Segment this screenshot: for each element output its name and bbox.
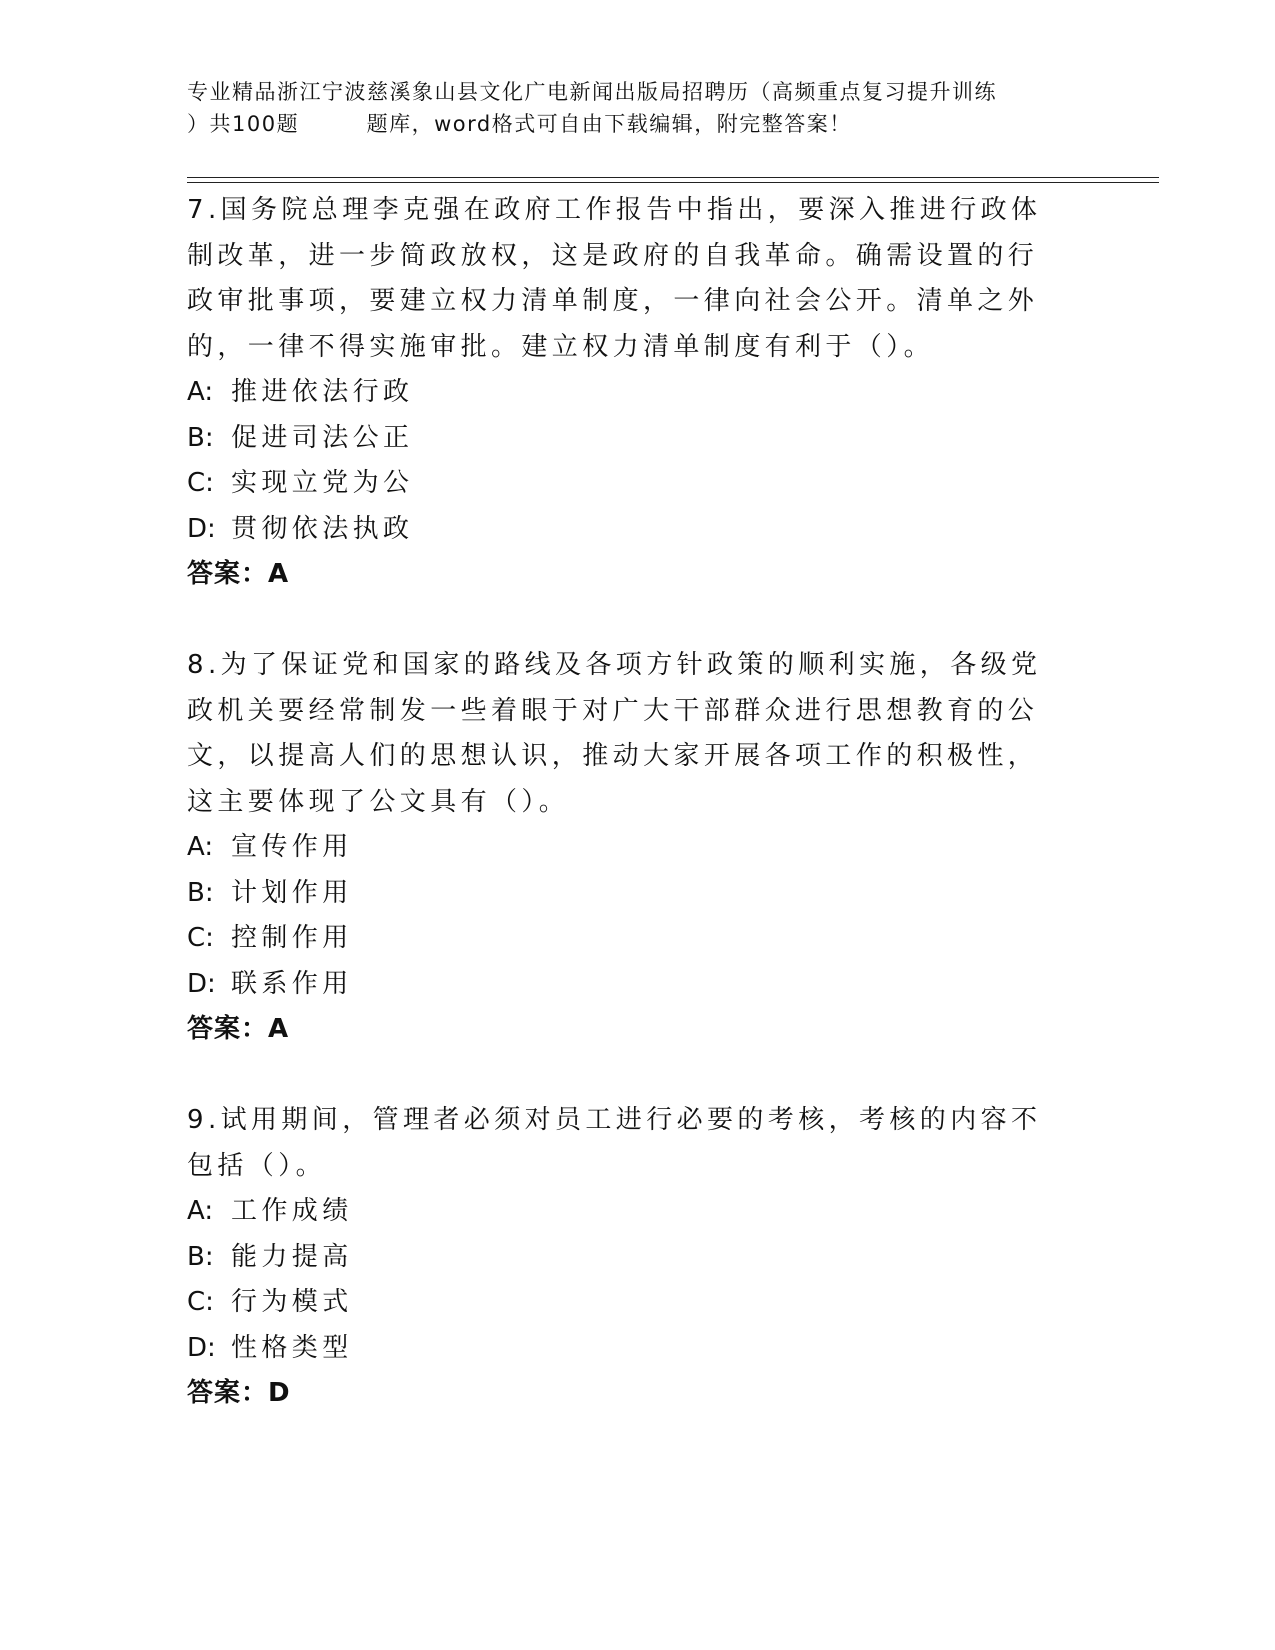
question-stem: 9.试用期间，管理者必须对员工进行必要的考核，考核的内容不包括（）。 [187, 1105, 1042, 1181]
option-letter: C: [187, 923, 214, 953]
question-stem: 8.为了保证党和国家的路线及各项方针政策的顺利实施，各级党政机关要经常制发一些着眼于对广大干部群众进行思想教育的公文，以提高人们的思想认识，推动大家开展各项工作的积极性，这主要体现了公文具有（）。 [187, 650, 1042, 817]
option-letter: C: [187, 1287, 214, 1317]
option-text: 推进依法行政 [231, 377, 414, 407]
option-text: 性格类型 [231, 1332, 353, 1363]
option-text: 宣传作用 [231, 832, 353, 862]
option-text: 贯彻依法执政 [231, 513, 414, 544]
answer-line: 答案：A [187, 1014, 290, 1044]
option-letter: B: [187, 1241, 214, 1272]
option-letter: A: [187, 377, 214, 407]
option-d [187, 507, 1067, 553]
option-letter: A: [187, 1196, 214, 1226]
option-letter: A: [187, 832, 214, 862]
header-divider-top [187, 177, 1159, 178]
option-c [187, 916, 1067, 962]
header-line-1: 专业精品浙江宁波慈溪象山县文化广电新闻出版局招聘历（高频重点复习提升训练 [187, 80, 997, 104]
header-divider-bottom [187, 182, 1159, 183]
option-letter: D: [187, 1332, 216, 1363]
option-text: 联系作用 [231, 968, 353, 999]
option-letter: D: [187, 513, 216, 544]
option-text: 实现立党为公 [231, 468, 414, 498]
option-text: 行为模式 [231, 1287, 353, 1317]
answer-line: 答案：A [187, 559, 290, 589]
option-text: 促进司法公正 [231, 422, 414, 453]
option-a [187, 370, 1067, 416]
option-text: 计划作用 [231, 877, 353, 908]
question-stem: 7.国务院总理李克强在政府工作报告中指出，要深入推进行政体制改革，进一步简政放权，这是政府的自我革命。确需设置的行政审批事项，要建立权力清单制度，一律向社会公开。清单之外的，一律不得实施审批。建立权力清单制度有利于（）。 [187, 195, 1042, 362]
option-b [187, 1235, 1067, 1281]
option-letter: C: [187, 468, 214, 498]
question-9 [187, 1098, 1067, 1417]
option-text: 控制作用 [231, 923, 353, 953]
option-text: 能力提高 [231, 1241, 353, 1272]
option-letter: B: [187, 422, 214, 453]
option-d [187, 962, 1067, 1008]
header-line-2: ）共100题 题库，word格式可自由下载编辑，附完整答案！ [187, 112, 852, 136]
option-b [187, 416, 1067, 462]
question-7 [187, 188, 1067, 598]
document-header [187, 76, 1087, 140]
option-c [187, 461, 1067, 507]
option-letter: B: [187, 877, 214, 908]
option-a [187, 825, 1067, 871]
question-8 [187, 643, 1067, 1053]
option-b [187, 871, 1067, 917]
option-a [187, 1189, 1067, 1235]
answer-line: 答案：D [187, 1378, 291, 1408]
option-text: 工作成绩 [231, 1196, 353, 1226]
option-d [187, 1326, 1067, 1372]
option-letter: D: [187, 968, 216, 999]
option-c [187, 1280, 1067, 1326]
